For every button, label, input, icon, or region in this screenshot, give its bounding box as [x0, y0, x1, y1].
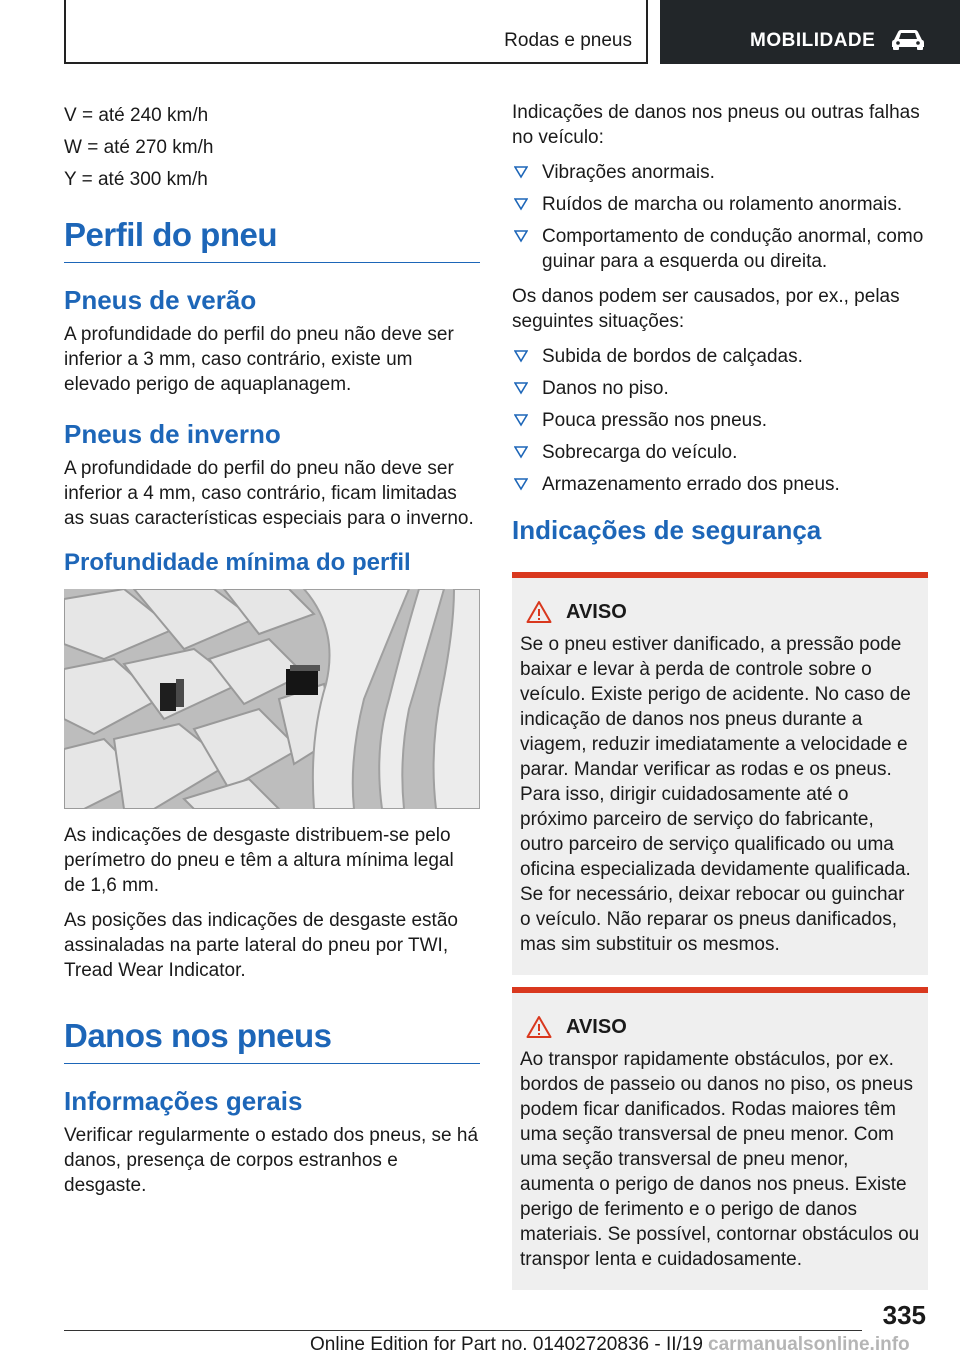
warning-triangle-icon [526, 1015, 552, 1039]
triangle-bullet-icon [514, 349, 528, 363]
paragraph-indicacoes: Indicações de danos nos pneus ou outras falhas no veículo: [512, 102, 920, 148]
triangle-bullet-icon [514, 477, 528, 491]
heading-profundidade-minima: Profundidade mínima do perfil [64, 549, 411, 576]
car-icon [890, 28, 926, 50]
triangle-bullet-icon [514, 381, 528, 395]
list-item: Subida de bordos de calçadas. [512, 344, 928, 369]
section-title: Rodas e pneus [504, 30, 632, 51]
triangle-bullet-icon [514, 413, 528, 427]
right-column [512, 100, 928, 1290]
list-item: Armazenamento errado dos pneus. [512, 472, 928, 497]
paragraph-desgaste-1: As indicações de desgaste distribuem-se pelo perímetro do pneu e têm a altura mínima legal de 1,6 mm. [64, 825, 454, 896]
speed-rating-v: V = até 240 km/h [64, 105, 209, 126]
list-item: Ruídos de marcha ou rolamento anormais. [512, 192, 928, 217]
triangle-bullet-icon [514, 197, 528, 211]
left-column [64, 100, 480, 1208]
speed-rating-y: Y = até 300 km/h [64, 169, 208, 190]
list-item: Pouca pressão nos pneus. [512, 408, 928, 433]
triangle-bullet-icon [514, 229, 528, 243]
warning-triangle-icon [526, 600, 552, 624]
heading-pneus-de-inverno: Pneus de inverno [64, 419, 281, 449]
list-item: Danos no piso. [512, 376, 928, 401]
warning-text-2: Ao transpor rapidamente obstáculos, por ex. bordos de passeio ou danos no piso, os pneus podem ficar danificados. Rodas maiores têm uma seção transversal de pneu menor. Com uma seção transversal de pneu menor, aumenta o perigo de danos nos pneus. Existe perigo de ferimento e o perigo de danos materiais. Se possível, contornar obstáculos ou transpor lenta e cuidadosamente. [520, 1049, 920, 1270]
list-indicacoes [512, 160, 928, 274]
tread-wear-indicator-image [64, 589, 480, 809]
list-item: Comportamento de condução anormal, como guinar para a esquerda ou direita. [512, 224, 928, 274]
heading-danos-nos-pneus: Danos nos pneus [64, 1017, 480, 1064]
paragraph-causados: Os danos podem ser causados, por ex., pelas seguintes situações: [512, 286, 900, 332]
list-causas [512, 344, 928, 497]
paragraph-verao: A profundidade do perfil do pneu não deve ser inferior a 3 mm, caso contrário, existe um elevado perigo de aquaplanagem. [64, 324, 454, 395]
warning-title: AVISO [526, 600, 920, 624]
edition-note: Online Edition for Part no. 01402720836 - II/19 [310, 1334, 703, 1355]
footer-divider [64, 1330, 862, 1331]
triangle-bullet-icon [514, 165, 528, 179]
warning-text-1: Se o pneu estiver danificado, a pressão pode baixar e levar à perda de controle sobre o veículo. Existe perigo de acidente. No caso de indicação de danos nos pneus durante a viagem, reduzir imediatamente a velocidade e parar. Mandar verificar as rodas e os pneus. Para isso, dirigir cuidadosamente até o próximo parceiro de serviço do fabricante, outro parceiro de serviço qualificado ou uma oficina especializada devidamente qualificada. Se for necessário, deixar rebocar ou guinchar o veículo. Não reparar os pneus danificados, mas sim substituir os mesmos. [520, 634, 911, 955]
header-chapter-box [660, 0, 960, 64]
paragraph-inverno: A profundidade do perfil do pneu não deve ser inferior a 4 mm, caso contrário, ficam limitadas as suas características especiais para o inverno. [64, 458, 474, 529]
watermark: carmanualsonline.info [708, 1334, 910, 1355]
heading-informacoes-gerais: Informações gerais [64, 1086, 303, 1116]
speed-rating-w: W = até 270 km/h [64, 137, 214, 158]
chapter-title: MOBILIDADE [750, 30, 876, 51]
page-number: 335 [882, 1300, 926, 1330]
heading-pneus-de-verao: Pneus de verão [64, 285, 257, 315]
warning-box-1 [512, 572, 928, 975]
warning-title: AVISO [526, 1015, 920, 1039]
warning-box-2 [512, 987, 928, 1290]
triangle-bullet-icon [514, 445, 528, 459]
paragraph-informacoes: Verificar regularmente o estado dos pneus, se há danos, presença de corpos estranhos e desgaste. [64, 1125, 479, 1196]
heading-perfil-do-pneu: Perfil do pneu [64, 216, 480, 263]
header-section-box [64, 0, 648, 64]
list-item: Sobrecarga do veículo. [512, 440, 928, 465]
heading-indicacoes-de-seguranca: Indicações de segurança [512, 515, 822, 545]
paragraph-desgaste-2: As posições das indicações de desgaste estão assinaladas na parte lateral do pneu por TWI, Tread Wear Indicator. [64, 910, 458, 981]
list-item: Vibrações anormais. [512, 160, 928, 185]
